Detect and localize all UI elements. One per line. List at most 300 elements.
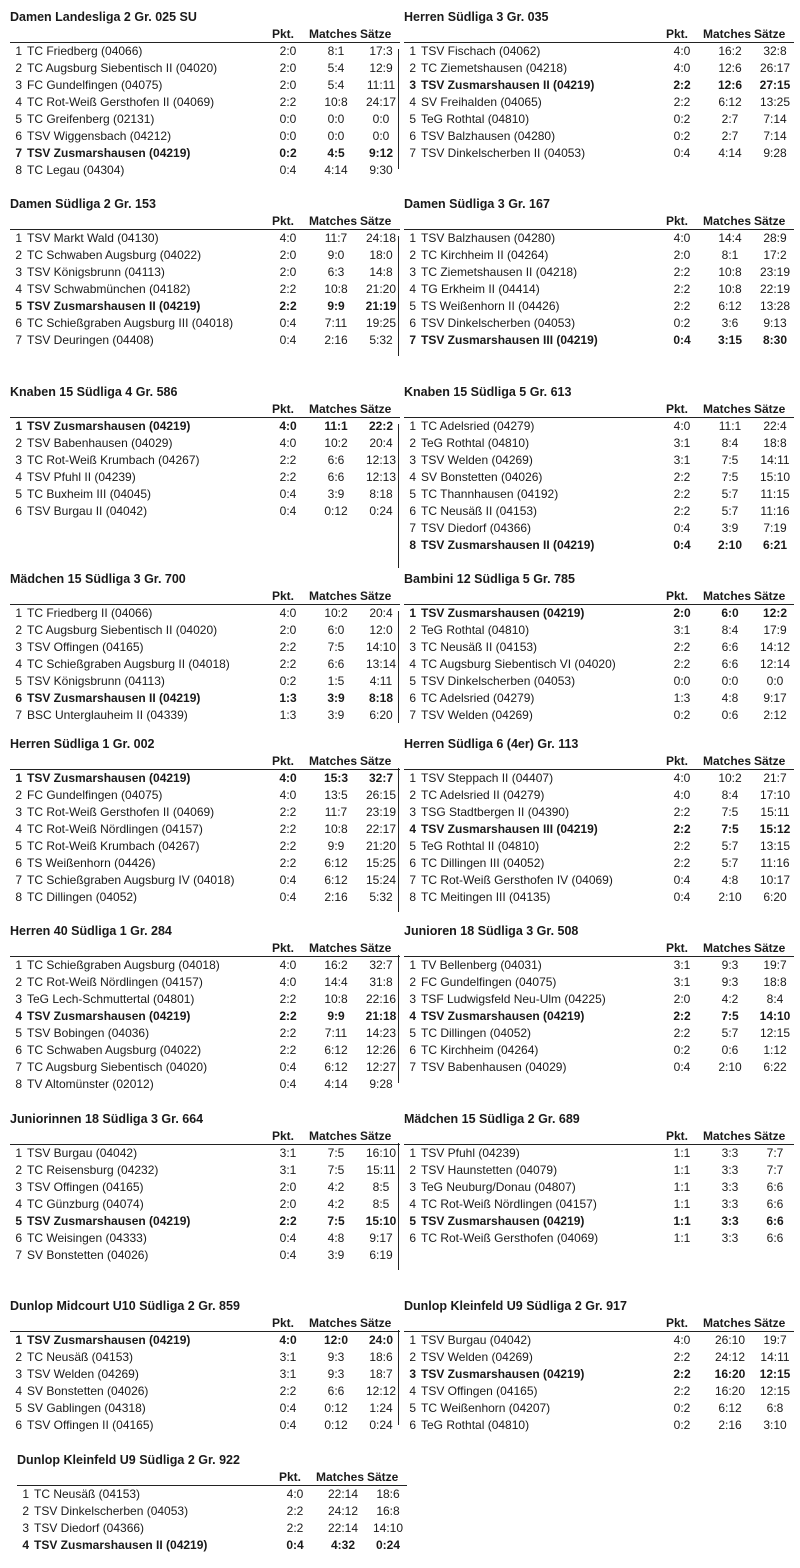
row-matches: 0:0	[721, 674, 739, 688]
row-points: 2:2	[673, 822, 691, 836]
row-rank: 7	[409, 1060, 416, 1074]
row-sets: 24:18	[365, 231, 397, 245]
table-row	[404, 1332, 794, 1349]
row-rank: 3	[15, 992, 22, 1006]
row-team: TSV Offingen (04165)	[27, 1180, 144, 1194]
row-sets: 12:13	[365, 453, 397, 467]
row-rank: 5	[409, 299, 416, 313]
standings-table	[404, 735, 794, 906]
row-sets: 17:9	[763, 623, 787, 637]
header-matches: Matches	[309, 1129, 358, 1143]
row-rank: 3	[409, 1367, 416, 1381]
row-team: TV Altomünster (02012)	[27, 1077, 154, 1091]
row-rank: 3	[409, 265, 416, 279]
group-title: Herren Südliga 1 Gr. 002	[10, 737, 155, 751]
row-points: 2:2	[279, 856, 297, 870]
row-rank: 7	[15, 146, 22, 160]
row-team: TC Rot-Weiß Gersthofen IV (04069)	[421, 873, 613, 887]
row-points: 1:3	[279, 708, 297, 722]
table-row	[404, 230, 794, 247]
row-sets: 31:8	[369, 975, 393, 989]
table-row	[10, 974, 400, 991]
table-row	[10, 145, 400, 162]
header-sets: Sätze	[754, 754, 786, 768]
row-points: 4:0	[673, 61, 691, 75]
group-title: Damen Südliga 3 Gr. 167	[404, 197, 550, 211]
table-row	[404, 622, 794, 639]
row-team: TSV Deuringen (04408)	[27, 333, 154, 347]
table-row	[404, 605, 794, 622]
row-team: TSV Zusmarshausen (04219)	[27, 146, 191, 160]
group-title: Dunlop Kleinfeld U9 Südliga 2 Gr. 917	[404, 1299, 627, 1313]
row-sets: 14:11	[760, 453, 790, 467]
row-rank: 1	[409, 1333, 416, 1347]
header-matches: Matches	[309, 1316, 358, 1330]
row-sets: 0:0	[372, 112, 390, 126]
row-sets: 0:0	[766, 674, 784, 688]
row-team: TSV Offingen (04165)	[27, 640, 144, 654]
table-row	[404, 1366, 794, 1383]
row-points: 1:1	[673, 1180, 691, 1194]
row-points: 3:1	[279, 1146, 297, 1160]
table-row	[404, 1230, 794, 1247]
row-sets: 8:18	[369, 487, 393, 501]
row-rank: 2	[409, 61, 416, 75]
table-row	[10, 1042, 400, 1059]
row-sets: 3:10	[763, 1418, 787, 1432]
table-row	[10, 957, 400, 974]
header-points: Pkt.	[279, 1470, 302, 1484]
row-rank: 8	[409, 538, 416, 552]
row-team: TC Adelsried (04279)	[421, 419, 535, 433]
row-team: TC Kirchheim (04264)	[421, 1043, 539, 1057]
row-rank: 7	[409, 708, 416, 722]
row-sets: 6:22	[763, 1060, 787, 1074]
row-matches: 6:12	[718, 299, 742, 313]
row-team: TSV Dinkelscherben (04053)	[421, 316, 576, 330]
row-matches: 3:3	[721, 1146, 739, 1160]
row-team: TSV Schwabmünchen (04182)	[27, 282, 191, 296]
row-rank: 2	[409, 623, 416, 637]
table-row	[404, 537, 794, 554]
row-matches: 6:6	[327, 453, 345, 467]
row-team: TSV Königsbrunn (04113)	[27, 265, 165, 279]
row-matches: 9:3	[327, 1350, 345, 1364]
row-points: 4:0	[279, 606, 297, 620]
row-team: TSV Zusmarshausen (04219)	[421, 1009, 585, 1023]
row-matches: 6:12	[324, 856, 348, 870]
table-row	[10, 503, 400, 520]
header-points: Pkt.	[666, 214, 689, 228]
row-team: TC Neusäß (04153)	[34, 1487, 141, 1501]
row-team: TC Neusäß II (04153)	[421, 640, 538, 654]
header-sets: Sätze	[754, 589, 786, 603]
table-row	[404, 1383, 794, 1400]
row-matches: 6:6	[327, 657, 345, 671]
table-row	[10, 1196, 400, 1213]
group-title: Herren Südliga 6 (4er) Gr. 113	[404, 737, 579, 751]
header-sets: Sätze	[360, 214, 392, 228]
row-sets: 12:0	[369, 623, 393, 637]
row-sets: 23:19	[759, 265, 791, 279]
row-team: TSV Zusmarshausen III (04219)	[421, 822, 598, 836]
table-row	[404, 264, 794, 281]
row-matches: 9:3	[721, 958, 739, 972]
table-row	[404, 418, 794, 435]
row-matches: 6:0	[327, 623, 345, 637]
row-rank: 4	[409, 1197, 416, 1211]
row-rank: 2	[22, 1504, 29, 1518]
row-sets: 13:15	[759, 839, 791, 853]
table-row	[10, 1162, 400, 1179]
table-row	[10, 1179, 400, 1196]
row-points: 0:4	[279, 504, 297, 518]
row-points: 3:1	[673, 958, 691, 972]
row-sets: 6:6	[766, 1231, 784, 1245]
row-matches: 4:2	[721, 992, 739, 1006]
row-matches: 6:12	[324, 873, 348, 887]
header-matches: Matches	[703, 402, 752, 416]
row-team: TC Augsburg Siebentisch (04020)	[27, 1060, 208, 1074]
row-team: TSF Ludwigsfeld Neu-Ulm (04225)	[421, 992, 606, 1006]
row-matches: 2:7	[721, 129, 739, 143]
header-points: Pkt.	[666, 754, 689, 768]
row-points: 3:1	[673, 436, 691, 450]
row-points: 2:2	[673, 1026, 691, 1040]
row-team: TSV Welden (04269)	[421, 708, 533, 722]
row-sets: 6:19	[369, 1248, 393, 1262]
row-points: 2:2	[279, 657, 297, 671]
row-rank: 5	[15, 674, 22, 688]
row-team: TSV Zusmarshausen (04219)	[27, 1009, 191, 1023]
row-matches: 2:16	[324, 890, 348, 904]
row-matches: 10:2	[324, 436, 348, 450]
row-points: 2:2	[673, 1384, 691, 1398]
table-row	[10, 855, 400, 872]
row-team: TSV Zusmarshausen (04219)	[27, 771, 191, 785]
row-matches: 3:6	[721, 316, 739, 330]
table-row	[10, 418, 400, 435]
row-points: 0:4	[673, 333, 691, 347]
row-matches: 3:3	[721, 1163, 739, 1177]
row-points: 4:0	[279, 771, 297, 785]
row-team: TC Legau (04304)	[27, 163, 125, 177]
row-rank: 7	[15, 333, 22, 347]
row-rank: 5	[15, 839, 22, 853]
row-matches: 2:10	[717, 538, 743, 552]
row-sets: 17:10	[759, 788, 791, 802]
table-row	[404, 503, 794, 520]
row-points: 0:4	[279, 873, 297, 887]
row-team: TC Weißenhorn (04207)	[421, 1401, 551, 1415]
row-team: FC Gundelfingen (04075)	[421, 975, 557, 989]
row-matches: 7:5	[721, 805, 739, 819]
row-rank: 6	[409, 129, 416, 143]
header-sets: Sätze	[754, 1129, 786, 1143]
table-row	[404, 1145, 794, 1162]
table-row	[10, 435, 400, 452]
table-row	[404, 43, 794, 60]
row-sets: 7:14	[763, 129, 787, 143]
row-points: 0:0	[279, 112, 297, 126]
row-team: TSV Burgau II (04042)	[27, 504, 148, 518]
table-row	[10, 1213, 400, 1230]
row-sets: 18:8	[763, 436, 787, 450]
table-header	[10, 753, 400, 770]
row-matches: 10:8	[324, 822, 348, 836]
table-row	[404, 690, 794, 707]
row-rank: 2	[15, 248, 22, 262]
table-row	[404, 656, 794, 673]
row-matches: 3:9	[327, 487, 345, 501]
row-points: 4:0	[279, 975, 297, 989]
row-matches: 6:3	[327, 265, 345, 279]
row-points: 2:2	[286, 1521, 304, 1535]
header-points: Pkt.	[272, 589, 295, 603]
table-row	[404, 145, 794, 162]
table-row	[10, 230, 400, 247]
row-sets: 18:8	[763, 975, 787, 989]
row-team: SV Bonstetten (04026)	[27, 1384, 149, 1398]
row-points: 4:0	[279, 788, 297, 802]
row-points: 2:2	[279, 1009, 297, 1023]
table-header	[404, 26, 794, 43]
row-team: TC Rot-Weiß Nördlingen (04157)	[27, 975, 203, 989]
header-sets: Sätze	[360, 402, 392, 416]
row-sets: 22:19	[759, 282, 791, 296]
row-points: 4:0	[279, 419, 297, 433]
table-row	[404, 298, 794, 315]
table-header	[10, 940, 400, 957]
row-rank: 6	[15, 129, 22, 143]
row-matches: 5:7	[721, 1026, 739, 1040]
row-team: TC Rot-Weiß Gersthofen II (04069)	[27, 95, 215, 109]
table-row	[10, 639, 400, 656]
row-sets: 24:0	[368, 1333, 394, 1347]
row-rank: 3	[409, 992, 416, 1006]
table-row	[404, 1042, 794, 1059]
table-row	[404, 957, 794, 974]
row-team: TC Neusäß II (04153)	[421, 504, 538, 518]
row-team: TC Adelsried (04279)	[421, 691, 535, 705]
row-team: TSV Markt Wald (04130)	[27, 231, 159, 245]
row-matches: 0:0	[327, 112, 345, 126]
row-team: TC Rot-Weiß Krumbach (04267)	[27, 453, 200, 467]
table-row	[10, 838, 400, 855]
row-points: 4:0	[279, 1333, 297, 1347]
row-rank: 1	[409, 44, 416, 58]
row-rank: 3	[409, 805, 416, 819]
row-rank: 8	[15, 1077, 22, 1091]
row-team: TC Weisingen (04333)	[27, 1231, 147, 1245]
row-points: 0:4	[279, 1077, 297, 1091]
row-team: TSV Babenhausen (04029)	[421, 1060, 567, 1074]
header-points: Pkt.	[666, 402, 689, 416]
row-points: 3:1	[673, 975, 691, 989]
standings-table	[10, 570, 400, 724]
row-team: TC Rot-Weiß Gersthofen (04069)	[421, 1231, 599, 1245]
row-team: TSV Zusmarshausen II (04219)	[34, 1538, 208, 1552]
row-sets: 15:25	[365, 856, 397, 870]
standings-table	[404, 8, 794, 162]
row-sets: 6:20	[369, 708, 393, 722]
row-team: SV Bonstetten (04026)	[421, 470, 543, 484]
row-sets: 14:10	[372, 1521, 404, 1535]
table-header	[10, 1128, 400, 1145]
row-matches: 7:5	[327, 640, 345, 654]
row-matches: 6:6	[327, 470, 345, 484]
table-row	[10, 281, 400, 298]
group-title: Dunlop Midcourt U10 Südliga 2 Gr. 859	[10, 1299, 240, 1313]
row-team: TC Friedberg (04066)	[27, 44, 143, 58]
row-rank: 4	[15, 822, 22, 836]
row-points: 2:2	[673, 265, 691, 279]
table-header	[10, 213, 400, 230]
row-sets: 13:25	[759, 95, 791, 109]
header-sets: Sätze	[754, 941, 786, 955]
row-matches: 6:0	[721, 606, 739, 620]
standings-table	[404, 922, 794, 1076]
row-points: 2:2	[673, 839, 691, 853]
table-row	[17, 1520, 407, 1537]
row-sets: 7:14	[763, 112, 787, 126]
row-rank: 1	[409, 771, 416, 785]
row-points: 2:2	[279, 805, 297, 819]
header-points: Pkt.	[666, 941, 689, 955]
row-matches: 3:9	[721, 521, 739, 535]
table-row	[10, 821, 400, 838]
row-points: 2:2	[279, 1043, 297, 1057]
row-points: 2:2	[279, 1214, 297, 1228]
row-points: 1:1	[673, 1163, 691, 1177]
header-points: Pkt.	[272, 1129, 295, 1143]
standings-table	[17, 1451, 407, 1554]
row-rank: 2	[409, 248, 416, 262]
row-team: TSV Zusmarshausen (04219)	[421, 606, 585, 620]
row-rank: 3	[409, 1180, 416, 1194]
table-row	[10, 622, 400, 639]
table-row	[404, 787, 794, 804]
row-sets: 11:16	[760, 504, 790, 518]
row-sets: 12:15	[759, 1384, 791, 1398]
row-rank: 2	[15, 1163, 22, 1177]
row-team: TC Rot-Weiß Nördlingen (04157)	[421, 1197, 597, 1211]
table-row	[404, 889, 794, 906]
table-row	[404, 821, 794, 838]
table-row	[404, 469, 794, 486]
row-matches: 7:11	[324, 316, 348, 330]
row-sets: 9:30	[369, 163, 393, 177]
row-team: TV Bellenberg (04031)	[421, 958, 542, 972]
row-matches: 7:11	[324, 1026, 348, 1040]
row-rank: 4	[15, 1384, 22, 1398]
row-matches: 8:4	[721, 788, 739, 802]
table-row	[10, 673, 400, 690]
row-points: 1:1	[673, 1214, 691, 1228]
header-points: Pkt.	[666, 1316, 689, 1330]
row-points: 1:3	[673, 691, 691, 705]
row-sets: 20:4	[369, 436, 393, 450]
row-sets: 15:11	[366, 1163, 396, 1177]
row-matches: 10:8	[324, 992, 348, 1006]
table-row	[404, 1196, 794, 1213]
row-points: 0:4	[279, 333, 297, 347]
row-points: 0:4	[279, 316, 297, 330]
row-points: 2:2	[673, 78, 691, 92]
row-matches: 8:1	[327, 44, 345, 58]
row-sets: 28:9	[763, 231, 787, 245]
row-sets: 16:8	[376, 1504, 400, 1518]
row-sets: 5:32	[369, 890, 393, 904]
table-row	[404, 247, 794, 264]
row-rank: 2	[15, 623, 22, 637]
row-sets: 4:11	[369, 674, 393, 688]
table-row	[10, 60, 400, 77]
row-sets: 22:2	[368, 419, 394, 433]
row-points: 2:2	[673, 805, 691, 819]
table-row	[404, 1008, 794, 1025]
row-rank: 7	[409, 146, 416, 160]
row-rank: 5	[15, 112, 22, 126]
row-team: TC Schwaben Augsburg (04022)	[27, 1043, 202, 1057]
standings-table	[404, 570, 794, 724]
row-sets: 18:6	[376, 1487, 400, 1501]
row-sets: 15:24	[365, 873, 397, 887]
row-rank: 5	[409, 1401, 416, 1415]
row-team: TSV Zusmarshausen (04219)	[421, 1367, 585, 1381]
table-row	[404, 111, 794, 128]
row-sets: 23:19	[365, 805, 397, 819]
row-team: TSV Fischach (04062)	[421, 44, 541, 58]
row-sets: 8:5	[372, 1180, 390, 1194]
row-rank: 4	[409, 282, 416, 296]
table-header	[404, 401, 794, 418]
row-rank: 5	[15, 1214, 22, 1228]
row-sets: 12:9	[369, 61, 393, 75]
row-team: TC Rot-Weiß Gersthofen II (04069)	[27, 805, 215, 819]
header-matches: Matches	[309, 589, 358, 603]
row-rank: 5	[409, 487, 416, 501]
row-sets: 26:15	[365, 788, 397, 802]
table-row	[17, 1537, 407, 1554]
row-sets: 1:24	[369, 1401, 393, 1415]
row-team: TC Augsburg Siebentisch VI (04020)	[421, 657, 616, 671]
row-team: TC Thannhausen (04192)	[421, 487, 559, 501]
table-row	[10, 656, 400, 673]
row-sets: 14:10	[365, 640, 397, 654]
row-rank: 4	[15, 470, 22, 484]
row-sets: 26:17	[759, 61, 791, 75]
row-sets: 14:12	[759, 640, 791, 654]
row-sets: 16:10	[365, 1146, 397, 1160]
row-matches: 16:20	[714, 1367, 746, 1381]
row-sets: 27:15	[759, 78, 791, 92]
row-matches: 9:3	[721, 975, 739, 989]
row-matches: 7:5	[327, 1163, 345, 1177]
row-matches: 11:1	[324, 419, 348, 433]
row-sets: 9:12	[368, 146, 394, 160]
row-team: TG Erkheim II (04414)	[421, 282, 540, 296]
row-points: 0:4	[279, 890, 297, 904]
standings-table	[10, 1297, 400, 1434]
row-matches: 2:10	[718, 1060, 742, 1074]
header-matches: Matches	[703, 27, 752, 41]
table-row	[404, 1417, 794, 1434]
group-title: Damen Südliga 2 Gr. 153	[10, 197, 156, 211]
row-points: 0:2	[673, 1401, 691, 1415]
row-sets: 12:27	[365, 1060, 397, 1074]
row-rank: 4	[409, 470, 416, 484]
